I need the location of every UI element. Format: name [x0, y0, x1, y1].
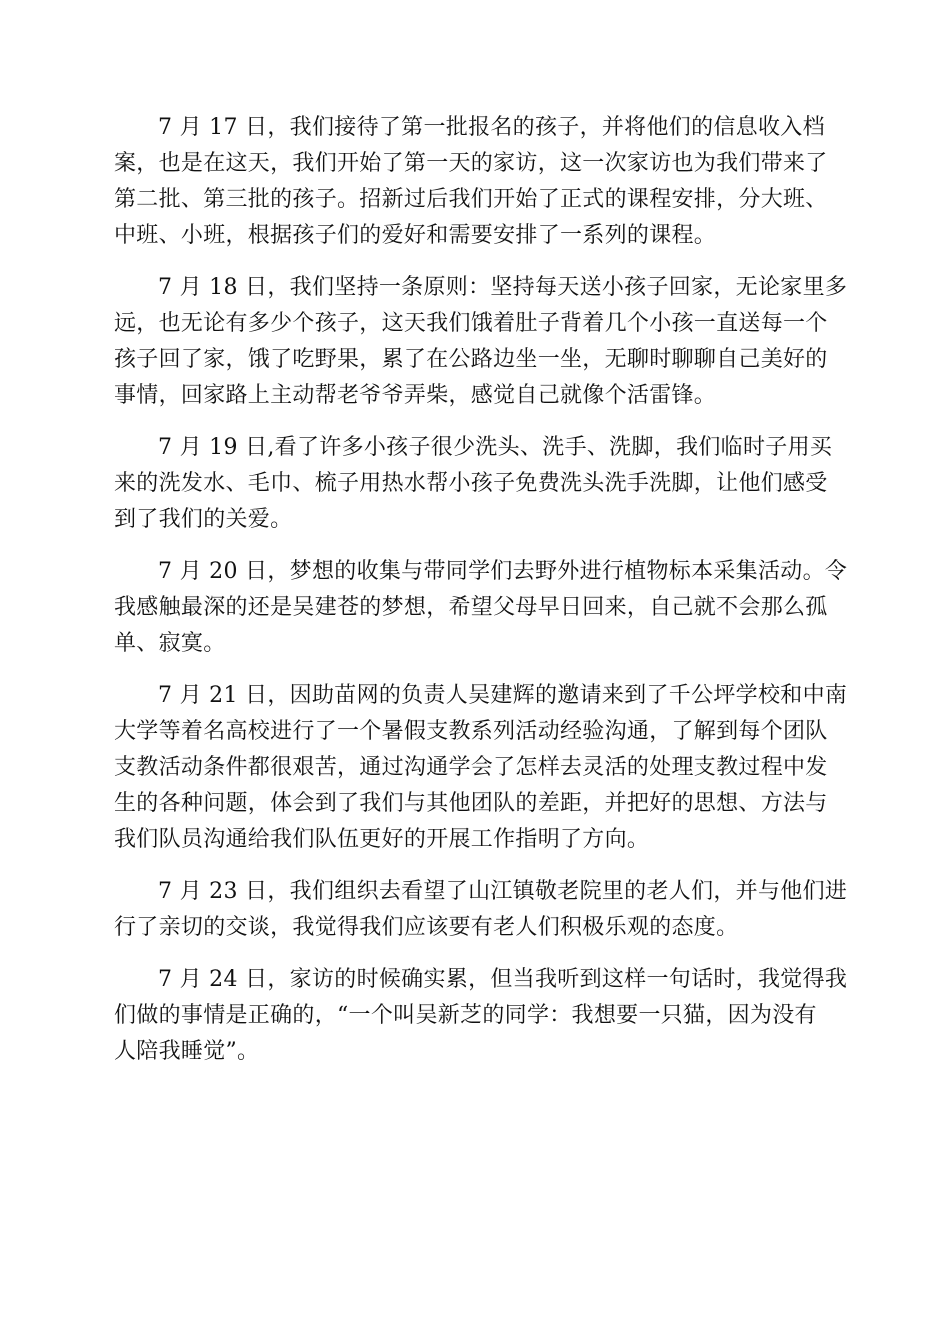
- paragraph-july-23: [114, 874, 848, 946]
- text-line: 事情，回家路上主动帮老爷爷弄柴，感觉自己就像个活雷锋。: [114, 383, 717, 408]
- text-line: 生的各种问题，体会到了我们与其他团队的差距，并把好的思想、方法与: [114, 791, 828, 816]
- text-line: 单、寂寞。: [114, 631, 226, 656]
- text-line: 支教活动条件都很艰苦，通过沟通学会了怎样去灵活的处理支教过程中发: [114, 755, 828, 780]
- text-line: 7 月 19 日,看了许多小孩子很少洗头、洗手、洗脚，我们临时子用买: [158, 435, 833, 460]
- text-line: 第二批、第三批的孩子。招新过后我们开始了正式的课程安排，分大班、: [114, 187, 828, 212]
- text-line: 人陪我睡觉”。: [114, 1039, 260, 1064]
- text-line: 7 月 17 日，我们接待了第一批报名的孩子，并将他们的信息收入档: [158, 115, 825, 140]
- text-line: 来的洗发水、毛巾、梳子用热水帮小孩子免费洗头洗手洗脚，让他们感受: [114, 471, 828, 496]
- paragraph-july-19: [114, 430, 836, 538]
- text-line: 7 月 23 日，我们组织去看望了山江镇敬老院里的老人们，并与他们进: [158, 879, 848, 904]
- text-line: 我感触最深的还是吴建苍的梦想，希望父母早日回来，自己就不会那么孤: [114, 595, 828, 620]
- text-line: 行了亲切的交谈，我觉得我们应该要有老人们积极乐观的态度。: [114, 915, 739, 940]
- paragraph-july-18: [114, 270, 848, 414]
- text-line: 我们队员沟通给我们队伍更好的开展工作指明了方向。: [114, 827, 650, 852]
- text-line: 孩子回了家，饿了吃野果，累了在公路边坐一坐，无聊时聊聊自己美好的: [114, 347, 828, 372]
- paragraph-july-20: [114, 554, 848, 662]
- text-line: 案，也是在这天，我们开始了第一天的家访，这一次家访也为我们带来了: [114, 151, 828, 176]
- document-body: [114, 110, 848, 1086]
- paragraph-july-17: [114, 110, 836, 254]
- text-line: 7 月 18 日，我们坚持一条原则：坚持每天送小孩子回家，无论家里多: [158, 275, 848, 300]
- paragraph-july-24: [114, 962, 848, 1070]
- text-line: 远，也无论有多少个孩子，这天我们饿着肚子背着几个小孩一直送每一个: [114, 311, 828, 336]
- text-line: 7 月 20 日，梦想的收集与带同学们去野外进行植物标本采集活动。令: [158, 559, 848, 584]
- text-line: 们做的事情是正确的，“一个叫吴新芝的同学：我想要一只猫，因为没有: [114, 1003, 817, 1028]
- text-line: 中班、小班，根据孩子们的爱好和需要安排了一系列的课程。: [114, 223, 717, 248]
- paragraph-july-21: [114, 678, 848, 858]
- text-line: 7 月 21 日，因助苗网的负责人吴建辉的邀请来到了千公坪学校和中南: [158, 683, 848, 708]
- text-line: 大学等着名高校进行了一个暑假支教系列活动经验沟通，了解到每个团队: [114, 719, 828, 744]
- text-line: 7 月 24 日，家访的时候确实累，但当我听到这样一句话时，我觉得我: [158, 967, 848, 992]
- text-line: 到了我们的关爱。: [114, 507, 293, 532]
